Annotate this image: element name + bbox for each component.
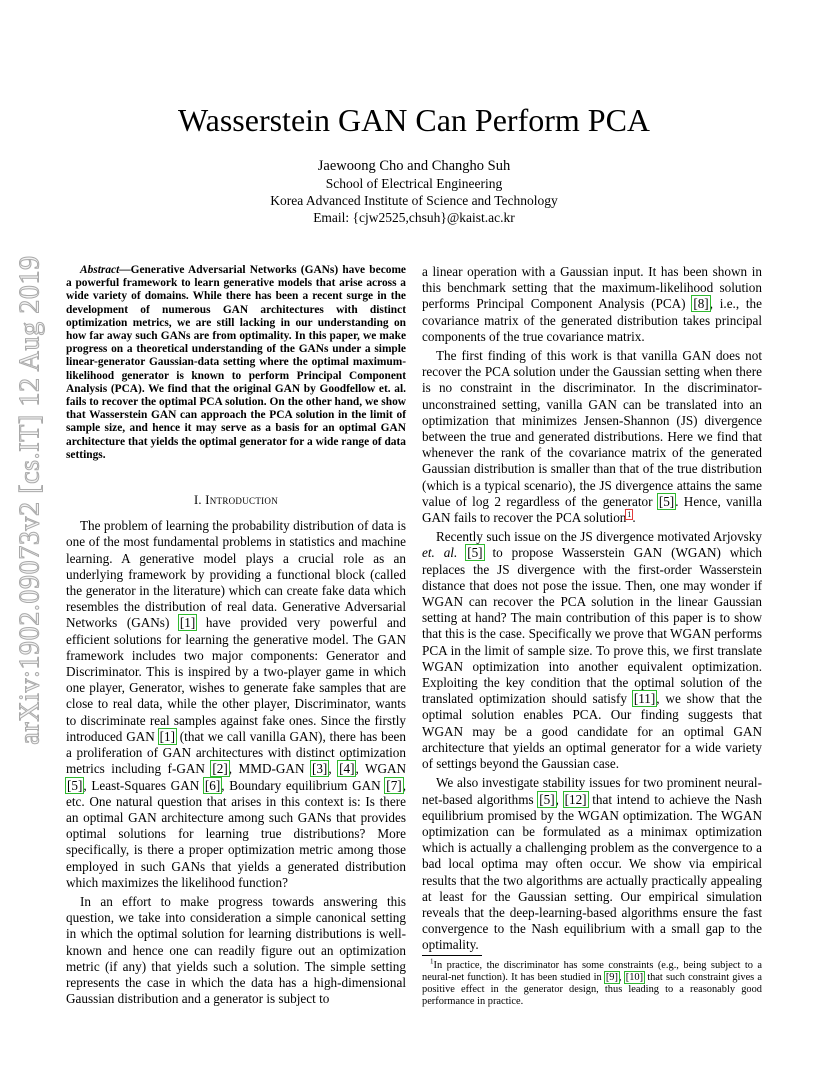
text-run: , Boundary equilibrium GAN [221,777,386,793]
text-run: , i.e., the covariance matrix of the generated distribution takes principal components of the true covariance matrix. [422,296,762,344]
left-column [66,264,406,1010]
author-block [0,158,828,226]
author-email: Email: {cjw2525,chsuh}@kaist.ac.kr [313,210,515,225]
right-paragraph-2 [422,348,762,526]
citation-link[interactable]: [3] [311,761,328,777]
text-run: (that we call vanilla GAN), there has been a proliferation of GAN architectures with distinct optimization metrics including f-GAN [66,728,406,777]
text-run: , MMD-GAN [228,761,311,777]
text-run: , [328,761,339,777]
text-run: . Hence, vanilla GAN fails to recover the PCA solution [422,493,762,526]
citation-link[interactable]: [4] [339,761,355,777]
intro-paragraph-1 [66,518,406,891]
text-run: , [618,972,625,983]
text-run: Recently such issue on the JS divergence motivated Arjovsky [436,529,762,545]
citation-link[interactable]: [6] [204,777,221,793]
text-run: , Least-Squares GAN [83,777,204,793]
footnote-divider [422,955,482,956]
text-run: , we show that the optimal solution enables PCA. Our finding suggests that WGAN may be a good candidate for an optimal GAN architecture that yields an optimal generator for a wide variety of settings beyond the Gaussian case. [422,691,762,772]
arxiv-id-text: arXiv:1902.09073v2 [cs.IT] 12 Aug 2019 [15,255,47,745]
affiliation-institute: Korea Advanced Institute of Science and Technology [270,193,558,208]
text-run: The first finding of this work is that vanilla GAN does not recover the PCA solution under the Gaussian setting when there is no constraint in the discriminator. In the discriminator-unconstrained setting, vanilla GAN can be translated into an optimization that minimizes Jensen-Shannon (JS) divergence between the true and generated distributions. Here we find that whenever the rank of the covariance matrix of the generated Gaussian distribution is smaller than that of the true distribution (which is a typical scenario), the JS divergence attains the same value of log 2 regardless of the generator [422,348,762,509]
footnote-number: 1 [430,957,434,966]
text-run: We also investigate stability issues for two prominent neural-net-based algorithms [422,775,762,807]
right-column [422,264,762,957]
text-run: In practice, the discriminator has some constraints (e.g., being subject to a neural-net function). It has been studied in [422,960,762,983]
text-run: , WGAN [355,761,407,777]
citation-link[interactable]: [12] [564,791,587,807]
citation-link[interactable]: [7] [386,777,402,793]
citation-link[interactable]: [1] [159,728,175,744]
text-run: , etc. One natural question that arises in this context is: Is there an optimal GAN architecture among such GANs that provides optimal solutions for learning true distributions? More specifically, is there a proper optimization metric among those employed in such GANs that yields a generated distribution which maximizes the likelihood function? [66,777,406,890]
paper-title: Wasserstein GAN Can Perform PCA [177,102,651,138]
text-run: have provided very powerful and efficient solutions for learning the generative model. The GAN framework includes two major components: Generator and Discriminator. This is inspired by a two-player game in which one player, Generator, wishes to generate fake samples that are close to real data, while the other player, Discriminator, wants to discriminate real samples against fake ones. Since the firstly introduced GAN [66,615,406,744]
section-title-introduction: I. Introduction [193,493,279,508]
citation-link[interactable]: [9] [605,972,618,983]
text-run: that intend to achieve the Nash equilibrium promised by the WGAN optimization. The WGAN optimization can be formulated as a minimax optimization which is actually a challenging problem as the convergence to a bad local optima may often occur. We show via empirical results that the two algorithms are actually practically appealing at least for the Gaussian setting. Our empirical simulation reveals that the deep-learning-based algorithms ensure the fast convergence to the Nash equilibrium with a small gap to the optimality. [422,791,762,953]
text-run [457,545,466,560]
citation-link[interactable]: [5] [67,777,83,793]
citation-link[interactable]: [5] [658,493,675,509]
text-run-italic: et. al. [422,545,458,561]
author-names: Jaewoong Cho and Changho Suh [317,158,511,174]
intro-paragraph-2: In an effort to make progress towards answering this question, we take into consideration a simple canonical setting in which the optimal solution for learning distributions is well-known and hence one can readily figure out an optimization metric (if any) that yields such a solution. The simple setting represents the case in which the data has a high-dimensional Gaussian distribution and a generator is subject to [66,893,406,1007]
right-paragraph-3 [422,529,762,772]
right-paragraph-1 [422,264,762,345]
arxiv-identifier-sidebar [8,255,54,745]
text-run: The problem of learning the probability distribution of data is one of the most fundamental problems in statistics and machine learning. A generative model plays a crucial role as an underlying framework by providing a functional block (called the generator in the literature) which can create fake data which resembles the distribution of real data. Generative Adversarial Networks (GANs) [66,518,406,631]
text-run: to propose Wasserstein GAN (WGAN) which replaces the JS divergence with the first-order Wasserstein distance that does not pose the issue. Then, one may wonder if WGAN can recover the PCA solution in the linear Gaussian setting at hand? The main contribution of this paper is to show that this is the case. Specifically we prove that WGAN performs PCA in the limit of sample size. To prove this, we first translate WGAN optimization into another equivalent optimization. Exploiting the key condition that the optimal solution of the translated optimization should satisfy [422,545,763,707]
citation-link[interactable]: [5] [539,791,555,807]
citation-link[interactable]: [10] [625,972,644,983]
citation-link[interactable]: [5] [467,545,483,561]
footnote-marker[interactable]: 1 [627,509,632,519]
right-paragraph-4 [422,775,762,953]
citation-link[interactable]: [8] [693,296,709,312]
abstract [66,264,406,462]
text-run: a linear operation with a Gaussian input. It has been shown in this benchmark setting that the maximum-likelihood solution performs Principal Component Analysis (PCA) [422,264,762,312]
text-run: , [555,791,564,807]
footnote-1 [422,957,762,1008]
abstract-lead: Abstract [80,264,120,276]
text-run: . [632,510,636,526]
citation-link[interactable]: [2] [212,761,228,777]
citation-link[interactable]: [11] [633,691,656,707]
abstract-text: —Generative Adversarial Networks (GANs) have become a powerful framework to learn generative models that arise across a wide variety of domains. While there has been a recent surge in the development of numerous GAN architectures with distinct optimization metrics, we are still lacking in our understanding on how far away such GANs are from optimality. In this paper, we make progress on a theoretical understanding of the GANs under a simple linear-generator Gaussian-data setting where the optimal maximum-likelihood generator is known to perform Principal Component Analysis (PCA). We find that the original GAN by Goodfellow et. al. fails to recover the optimal PCA solution. On the other hand, we show that Wasserstein GAN can approach the PCA solution in the limit of sample size, and hence it may serve as a basis for an optimal GAN architecture that yields the optimal generator for a wide range of data settings. [66,264,406,461]
citation-link[interactable]: [1] [179,615,196,631]
affiliation-school: School of Electrical Engineering [325,176,503,191]
text-run: that such constraint gives a positive effect in the generator design, thus leading to a reasonably good performance in practice. [422,972,762,1007]
